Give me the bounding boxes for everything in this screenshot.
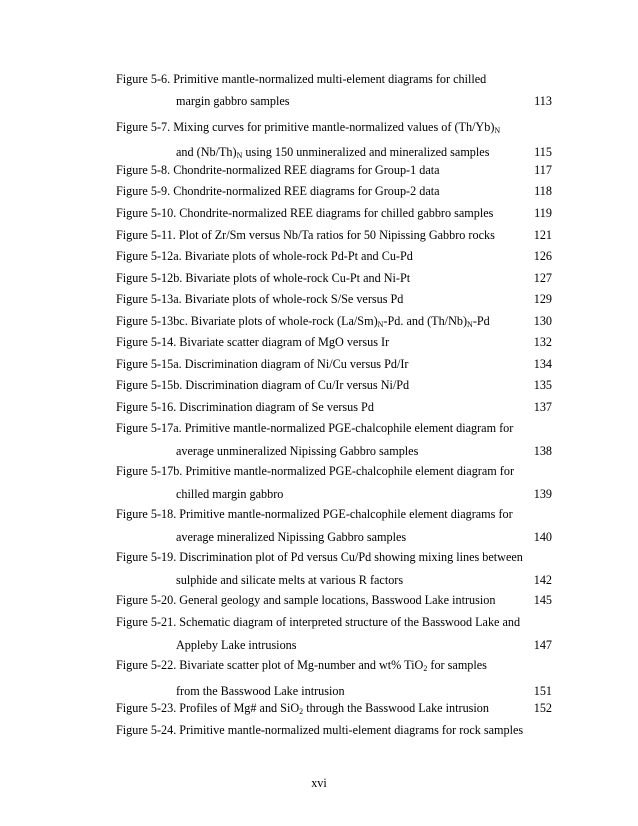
entry-page: 126 <box>533 249 552 263</box>
toc-entry <box>116 378 552 393</box>
entry-title: Figure 5-16. Discrimination diagram of Se versus Pd <box>116 400 374 414</box>
toc-entry <box>116 615 552 653</box>
entry-title: for samples <box>427 658 487 672</box>
entry-title: Figure 5-24. Primitive mantle-normalized multi-element diagrams for rock samples <box>116 723 524 737</box>
entry-page: 142 <box>533 573 552 587</box>
toc-entry <box>116 464 552 502</box>
entry-title: Figure 5-6. Primitive mantle-normalized multi-element diagrams for chilled <box>116 72 487 86</box>
toc-entry <box>116 701 552 719</box>
page-number: xvi <box>311 776 327 790</box>
subscript: N <box>467 320 473 329</box>
entry-page: 115 <box>534 145 552 159</box>
entry-title-continued: Appleby Lake intrusions <box>176 638 297 652</box>
entry-title: -Pd. and (Th/Nb) <box>383 314 468 328</box>
toc-entry <box>116 249 552 264</box>
entry-title: Figure 5-17a. Primitive mantle-normalized PGE-chalcophile element diagram for <box>116 421 514 435</box>
entry-title: Figure 5-13a. Bivariate plots of whole-rock S/Se versus Pd <box>116 292 404 306</box>
subscript: N <box>377 320 384 329</box>
entry-title-continued: margin gabbro samples <box>176 94 290 108</box>
entry-title-continued: average unmineralized Nipissing Gabbro samples <box>176 444 419 458</box>
entry-page: 118 <box>534 184 552 198</box>
entry-title: Figure 5-21. Schematic diagram of interpreted structure of the Basswood Lake and <box>116 615 521 629</box>
entry-page: 140 <box>533 530 552 544</box>
entry-page: 117 <box>534 163 552 177</box>
toc-entry <box>116 163 552 178</box>
toc-entry <box>116 723 552 738</box>
entry-title-continued: and (Nb/Th) <box>176 145 237 159</box>
toc-entry <box>116 335 552 350</box>
subscript: 2 <box>299 707 304 716</box>
toc-entry <box>116 120 552 163</box>
entry-title: Figure 5-10. Chondrite-normalized REE diagrams for chilled gabbro samples <box>116 206 494 220</box>
entry-title-continued: average mineralized Nipissing Gabbro samples <box>176 530 407 544</box>
entry-page: 152 <box>533 701 552 715</box>
toc-entry <box>116 292 552 307</box>
entry-title: Figure 5-13bc. Bivariate plots of whole-rock (La/Sm) <box>116 314 378 328</box>
entry-page: 135 <box>533 378 552 392</box>
entry-page: 139 <box>533 487 552 501</box>
entry-page: 145 <box>533 593 552 607</box>
entry-title: Figure 5-15a. Discrimination diagram of Ni/Cu versus Pd/Ir <box>116 357 409 371</box>
entry-title: Figure 5-8. Chondrite-normalized REE diagrams for Group-1 data <box>116 163 440 177</box>
entry-page: 147 <box>533 638 552 652</box>
entry-title: Figure 5-12a. Bivariate plots of whole-rock Pd-Pt and Cu-Pd <box>116 249 413 263</box>
entry-title: Figure 5-15b. Discrimination diagram of Cu/Ir versus Ni/Pd <box>116 378 410 392</box>
toc-entry <box>116 658 552 699</box>
entry-page: 127 <box>533 271 552 285</box>
entry-title: Figure 5-20. General geology and sample locations, Basswood Lake intrusion <box>116 593 496 607</box>
entry-title: -Pd <box>472 314 490 328</box>
entry-title: Figure 5-14. Bivariate scatter diagram of MgO versus Ir <box>116 335 390 349</box>
entry-page: 119 <box>534 206 552 220</box>
toc-entry <box>116 400 552 415</box>
toc-entry <box>116 314 552 332</box>
entry-page: 132 <box>533 335 552 349</box>
entry-title-continued: chilled margin gabbro <box>176 487 284 501</box>
entry-title: through the Basswood Lake intrusion <box>303 701 489 715</box>
subscript: 2 <box>423 664 428 673</box>
entry-page: 137 <box>533 400 552 414</box>
toc-entry <box>116 184 552 199</box>
entry-title-continued: from the Basswood Lake intrusion <box>176 684 345 698</box>
subscript: N <box>236 151 243 160</box>
toc-entry <box>116 507 552 545</box>
entry-page: 134 <box>533 357 552 371</box>
entry-title: Figure 5-11. Plot of Zr/Sm versus Nb/Ta ratios for 50 Nipissing Gabbro rocks <box>116 228 495 242</box>
toc-entry <box>116 593 552 608</box>
entry-page: 129 <box>533 292 552 306</box>
entry-title: Figure 5-19. Discrimination plot of Pd versus Cu/Pd showing mixing lines between <box>116 550 523 564</box>
toc-entry <box>116 271 552 286</box>
entry-page: 130 <box>533 314 552 328</box>
toc-entry <box>116 550 552 588</box>
subscript: N <box>494 126 501 135</box>
toc-entry <box>116 228 552 243</box>
entry-title: Figure 5-12b. Bivariate plots of whole-rock Cu-Pt and Ni-Pt <box>116 271 411 285</box>
toc-entry <box>116 357 552 372</box>
toc-entry <box>116 206 552 221</box>
entry-title: Figure 5-18. Primitive mantle-normalized PGE-chalcophile element diagrams for <box>116 507 513 521</box>
entry-page: 151 <box>533 684 552 698</box>
entry-title: Figure 5-9. Chondrite-normalized REE diagrams for Group-2 data <box>116 184 440 198</box>
entry-page: 138 <box>533 444 552 458</box>
entry-title: Figure 5-22. Bivariate scatter plot of Mg-number and wt% TiO <box>116 658 424 672</box>
toc-entry <box>116 72 552 109</box>
entry-page: 113 <box>534 94 552 108</box>
entry-title: Figure 5-17b. Primitive mantle-normalized PGE-chalcophile element diagram for <box>116 464 515 478</box>
entry-title: Figure 5-23. Profiles of Mg# and SiO <box>116 701 300 715</box>
entry-title: Figure 5-7. Mixing curves for primitive mantle-normalized values of (Th/Yb) <box>116 120 495 134</box>
toc-entry <box>116 421 552 459</box>
entry-title-continued: sulphide and silicate melts at various R factors <box>176 573 404 587</box>
entry-page: 121 <box>533 228 552 242</box>
entry-title-continued: using 150 unmineralized and mineralized samples <box>242 145 490 159</box>
